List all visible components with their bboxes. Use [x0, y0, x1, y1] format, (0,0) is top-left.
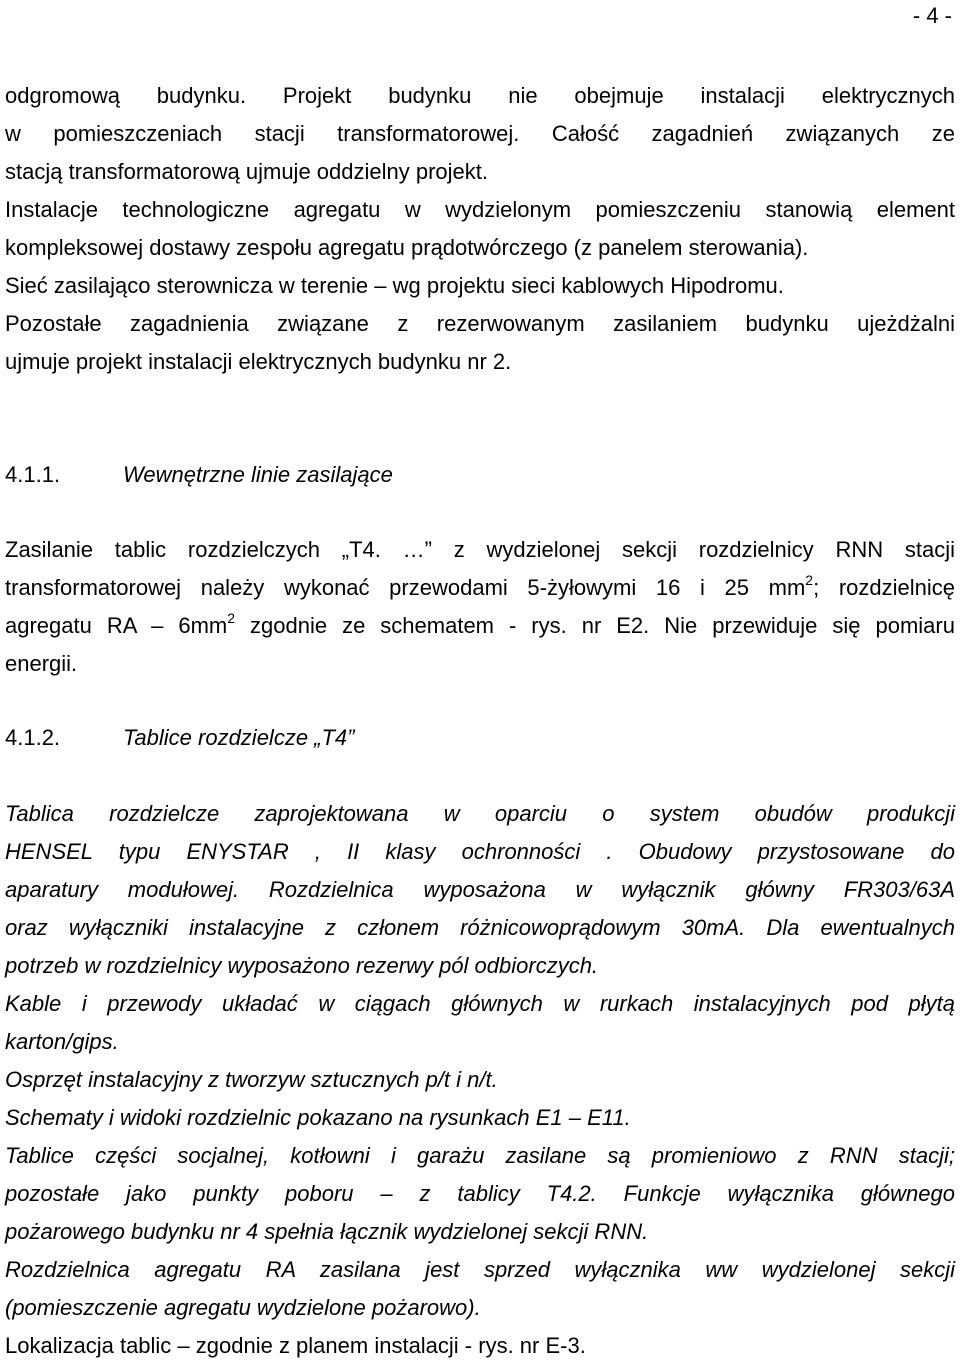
- section-2-line: HENSEL typu ENYSTAR , II klasy ochronności . Obudowy przystosowane do: [5, 839, 955, 864]
- intro-line: Pozostałe zagadnienia związane z rezerwowanym zasilaniem budynku ujeżdżalni: [5, 311, 955, 336]
- section-2-line: pozostałe jako punkty poboru – z tablicy T4.2. Funkcje wyłącznika głównego: [5, 1181, 955, 1206]
- section-2-line: (pomieszczenie agregatu wydzielone pożarowo).: [5, 1295, 481, 1320]
- intro-line: stacją transformatorową ujmuje oddzielny projekt.: [5, 159, 489, 184]
- section-number: 4.1.1.: [5, 462, 61, 487]
- section-2-line: Tablice części socjalnej, kotłowni i garażu zasilane są promieniowo z RNN stacji;: [5, 1143, 955, 1168]
- section-1-line: Zasilanie tablic rozdzielczych „T4. …” z wydzielonej sekcji rozdzielnicy RNN stacji: [5, 537, 955, 562]
- section-heading-4-1-2: [5, 719, 355, 757]
- intro-line: ujmuje projekt instalacji elektrycznych budynku nr 2.: [5, 349, 512, 374]
- intro-line: w pomieszczeniach stacji transformatorowej. Całość zagadnień związanych ze: [5, 121, 955, 146]
- section-1-line: agregatu RA – $6mm^2$ zgodnie ze schematem - rys. nr E2. Nie przewiduje się pomiaru: [5, 609, 955, 638]
- section-2-line: Tablica rozdzielcze zaprojektowana w oparciu o system obudów produkcji: [5, 801, 955, 826]
- intro-line: Instalacje technologiczne agregatu w wydzielonym pomieszczeniu stanowią element: [5, 197, 955, 222]
- section-2-line: Rozdzielnica agregatu RA zasilana jest sprzed wyłącznika ww wydzielonej sekcji: [5, 1257, 955, 1282]
- section-2-line: Kable i przewody układać w ciągach głównych w rurkach instalacyjnych pod płytą: [5, 991, 955, 1016]
- intro-line: Sieć zasilająco sterownicza w terenie – wg projektu sieci kablowych Hipodromu.: [5, 273, 784, 298]
- section-2-line: Schematy i widoki rozdzielnic pokazano na rysunkach E1 – E11.: [5, 1105, 631, 1130]
- section-1-body: [5, 531, 955, 683]
- section-2-line: aparatury modułowej. Rozdzielnica wyposażona w wyłącznik główny FR303/63A: [5, 877, 955, 902]
- section-1-line: energii.: [5, 651, 78, 676]
- section-title: Wewnętrzne linie zasilające: [123, 462, 393, 487]
- section-2-line: pożarowego budynku nr 4 spełnia łącznik wydzielonej sekcji RNN.: [5, 1219, 649, 1244]
- section-heading-4-1-1: [5, 456, 393, 494]
- section-title: Tablice rozdzielcze „T4”: [123, 725, 355, 750]
- intro-paragraph: [5, 77, 955, 381]
- section-number: 4.1.2.: [5, 725, 61, 750]
- intro-line: kompleksowej dostawy zespołu agregatu prądotwórczego (z panelem sterowania).: [5, 235, 809, 260]
- section-2-line: karton/gips.: [5, 1029, 119, 1054]
- section-2-line: oraz wyłączniki instalacyjne z członem różnicowoprądowym 30mA. Dla ewentualnych: [5, 915, 955, 940]
- section-2-line: potrzeb w rozdzielnicy wyposażono rezerwy pól odbiorczych.: [5, 953, 599, 978]
- section-1-line: transformatorowej należy wykonać przewodami 5-żyłowymi 16 i 25 $mm^2$; rozdzielnicę: [5, 571, 955, 600]
- page-number: - 4 -: [912, 3, 952, 28]
- intro-line: odgromową budynku. Projekt budynku nie obejmuje instalacji elektrycznych: [5, 83, 955, 108]
- section-2-line: Lokalizacja tablic – zgodnie z planem instalacji - rys. nr E-3.: [5, 1333, 586, 1358]
- section-2-body: [5, 795, 955, 1365]
- section-2-line: Osprzęt instalacyjny z tworzyw sztucznych p/t i n/t.: [5, 1067, 498, 1092]
